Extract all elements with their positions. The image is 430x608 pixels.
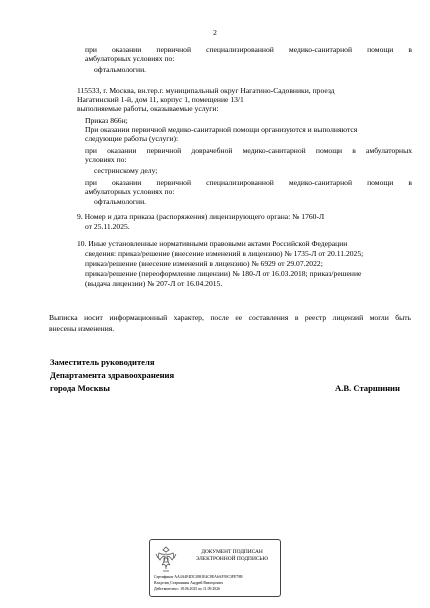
service-line: следующие работы (услуги): [85,134,179,143]
service-line: при оказании первичной доврачебной медико-санитарной помощи в амбулаторных [85,146,412,155]
service-line: амбулаторных условиях по: [85,187,175,196]
other-info-line: 10. Иные установленные нормативными правовыми актами Российской Федерации [77,239,348,248]
service-line: офтальмологии. [94,197,147,206]
e-signature-stamp [149,539,281,597]
service-line: при оказании первичной специализированной медико-санитарной помощи в [85,45,412,54]
service-line: условиях по: [85,155,127,164]
other-info-line: приказ/решение (переоформление лицензии) № 180-Л от 16.03.2018; приказ/решение [85,269,362,278]
signatory-name: А.В. Старшинин [335,383,400,393]
signatory-position: Департамента здравоохранения [50,370,175,380]
service-line: амбулаторных условиях по: [85,54,175,63]
coat-of-arms-icon [154,545,178,575]
order-number-line: 9. Номер и дата приказа (распоряжения) лицензирующего органа: № 1760-Л [77,212,325,221]
signatory-position: Заместитель руководителя [50,357,155,367]
other-info-line: сведения: приказ/решение (внесение изменений в лицензию) № 1735-Л от 20.11.2025; [85,249,364,258]
notice-text: Выписка носит информационный характер, после ее составления в реестр лицензий могли быть [49,313,411,322]
order-ref: Приказ 866н; [85,116,128,125]
service-line: при оказании первичной специализированной медико-санитарной помощи в [85,178,412,187]
stamp-owner: Владелец Старшинин Андрей Викторович [154,581,223,585]
stamp-certificate: Сертификат AA4A4F4DC4981E4C8EA6AF39C3FE79B [154,575,243,579]
service-line: офтальмологии. [94,65,147,74]
signatory-position: города Москвы [50,383,111,393]
page-number: 2 [213,28,217,37]
other-info-line: приказ/решение (внесение изменений в лицензию) № 6929 от 29.07.2022; [85,259,323,268]
service-line: При оказании первичной медико-санитарной помощи организуются и выполняются [85,125,358,134]
address-line: 115533, г. Москва, вн.тер.г. муниципальный округ Нагатино-Садовники, проезд [77,86,335,95]
stamp-title: ЭЛЕКТРОННОЙ ПОДПИСЬЮ [195,556,269,562]
order-date-line: от 25.11.2025. [85,222,130,231]
address-line: Нагатинский 1-й, дом 11, корпус 1, помещение 13/1 [77,95,244,104]
service-line: сестринскому делу; [94,166,158,175]
works-heading: выполняемые работы, оказываемые услуги: [77,104,219,113]
stamp-title: ДОКУМЕНТ ПОДПИСАН [201,549,263,555]
stamp-validity: Действителен с 18.06.2025 по 11.09.2026 [154,587,220,591]
notice-text: внесены изменения. [49,324,115,333]
other-info-line: (выдача лицензии) № 207-Л от 16.04.2015. [85,279,223,288]
